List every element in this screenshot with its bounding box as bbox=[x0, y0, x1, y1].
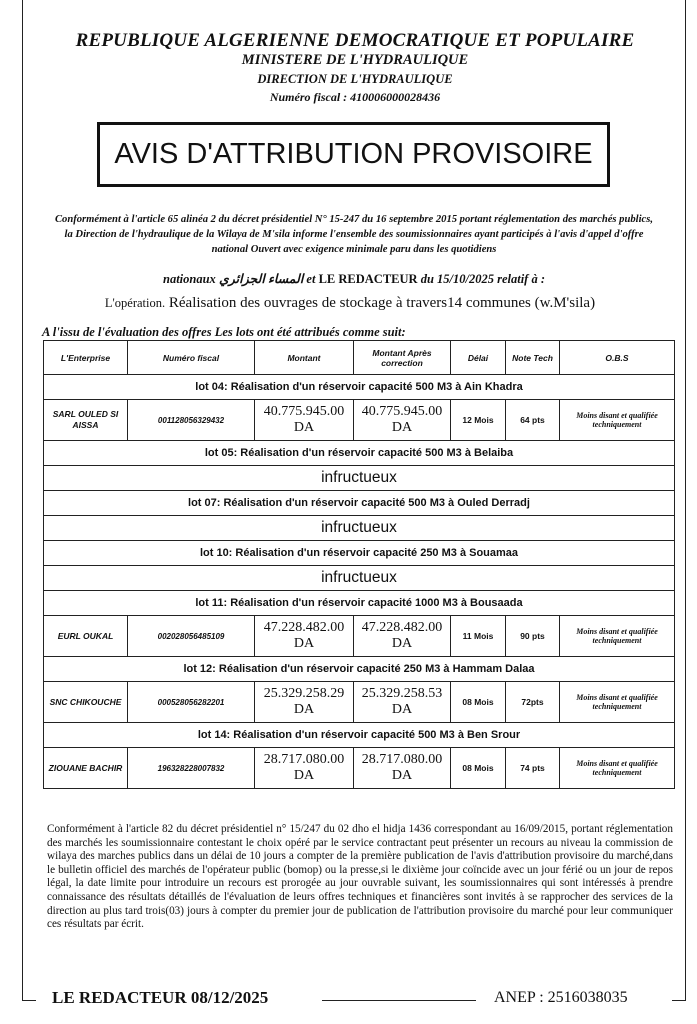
cell-note: 64 pts bbox=[506, 400, 560, 441]
frame-right-border bbox=[685, 0, 686, 1000]
lots-intro: A l'issu de l'évaluation des offres Les lots ont été attribués comme suit: bbox=[42, 325, 406, 339]
lot-title: lot 11: Réalisation d'un réservoir capacité 1000 M3 à Bousaada bbox=[44, 591, 675, 616]
status-row bbox=[44, 516, 675, 541]
cell-delai: 08 Mois bbox=[451, 682, 506, 723]
cell-fiscal: 002028056485109 bbox=[128, 616, 255, 657]
lot-title-row bbox=[44, 657, 675, 682]
header-fiscal: Numéro fiscal bbox=[128, 341, 255, 375]
cell-fiscal: 196328228007832 bbox=[128, 748, 255, 789]
montant-corrige-value: 40.775.945.00 bbox=[361, 404, 443, 419]
bottom-anep-number: ANEP : 2516038035 bbox=[494, 989, 628, 1006]
lot-title: lot 12: Réalisation d'un réservoir capacité 250 M3 à Hammam Dalaa bbox=[44, 657, 675, 682]
cell-montant bbox=[255, 682, 354, 723]
cell-montant-corrige bbox=[354, 682, 451, 723]
cell-montant-corrige bbox=[354, 748, 451, 789]
header-republic: REPUBLIQUE ALGERIENNE DEMOCRATIQUE ET POPULAIRE bbox=[75, 30, 635, 51]
table-row bbox=[44, 400, 675, 441]
table-row bbox=[44, 748, 675, 789]
intro-newspapers-line bbox=[52, 271, 656, 287]
status-row bbox=[44, 466, 675, 491]
frame-bottom-left-border bbox=[22, 1000, 36, 1001]
lot-title: lot 04: Réalisation d'un réservoir capacité 500 M3 à Ain Khadra bbox=[44, 375, 675, 400]
cell-obs: Moins disant et qualifiée techniquement bbox=[560, 400, 675, 441]
montant-corrige-value: 47.228.482.00 bbox=[361, 620, 443, 635]
cell-obs: Moins disant et qualifiée techniquement bbox=[560, 748, 675, 789]
legal-notice-paragraph: Conformément à l'article 82 du décret présidentiel n° 15/247 du 02 dho el hidja 1436 correspondant au 16/09/2015, portant réglementation des marchés les soumissionnaire contestant le choix opéré par le service contractant peut présenter un recours au niveau la commission de wilaya des marches publics dans un délai de 10 jours a compter de la première publication de l'avis d'attribution provisoire du marché,dans le bulletin officiel des marchés de l'opérateur public (bomop) ou la presse,si le dixième jour coïncide avec un jour férié ou un jour de repos légal, la date limite pour introduire un recours est prorogée au jour ouvrable suivant, les soumissionnaires qui sont intéressés à prendre connaissance des résultats détaillés de l'évaluation de leurs offres techniques et financières sont invités à se rapprocher des services de la direction au plus tard trois(03) jours à compter du premier jour de publication de l'attribution provisoire du marché pour leur communiquer ces résultats par écrit. bbox=[47, 823, 673, 931]
montant-unit: DA bbox=[293, 420, 315, 435]
table-header-row bbox=[44, 341, 675, 375]
montant-corrige-value: 28.717.080.00 bbox=[361, 752, 443, 767]
cell-enterprise: SARL OULED SI AISSA bbox=[44, 400, 128, 441]
header-enterprise: L'Enterprise bbox=[44, 341, 128, 375]
lot-title-row bbox=[44, 591, 675, 616]
montant-value: 47.228.482.00 bbox=[263, 620, 345, 635]
montant-corrige-value: 25.329.258.53 bbox=[361, 686, 443, 701]
montant-corrige-unit: DA bbox=[391, 768, 413, 783]
header-direction: DIRECTION DE L'HYDRAULIQUE bbox=[257, 72, 453, 86]
cell-enterprise: EURL OUKAL bbox=[44, 616, 128, 657]
operation-text: Réalisation des ouvrages de stockage à travers14 communes (w.M'sila) bbox=[168, 295, 596, 311]
document-title: AVIS D'ATTRIBUTION PROVISOIRE bbox=[97, 122, 610, 187]
intro-arabic-newspaper: المساء الجزائري bbox=[218, 272, 304, 286]
lot-title-row bbox=[44, 441, 675, 466]
status-infructueux: infructueux bbox=[44, 466, 675, 491]
bottom-redacteur-date: LE REDACTEUR 08/12/2025 bbox=[52, 988, 269, 1007]
header-note-tech: Note Tech bbox=[506, 341, 560, 375]
montant-value: 28.717.080.00 bbox=[263, 752, 345, 767]
table-row bbox=[44, 616, 675, 657]
cell-obs: Moins disant et qualifiée techniquement bbox=[560, 682, 675, 723]
montant-unit: DA bbox=[293, 636, 315, 651]
intro-redacteur-name: LE REDACTEUR bbox=[318, 272, 418, 286]
cell-fiscal: 000528056282201 bbox=[128, 682, 255, 723]
cell-obs: Moins disant et qualifiée techniquement bbox=[560, 616, 675, 657]
cell-note: 90 pts bbox=[506, 616, 560, 657]
cell-delai: 12 Mois bbox=[451, 400, 506, 441]
status-infructueux: infructueux bbox=[44, 516, 675, 541]
bottom-divider-line bbox=[322, 1000, 476, 1001]
montant-unit: DA bbox=[293, 768, 315, 783]
frame-left-border bbox=[22, 0, 23, 1000]
status-infructueux: infructueux bbox=[44, 566, 675, 591]
cell-montant bbox=[255, 748, 354, 789]
header-montant-corrige: Montant Après correction bbox=[354, 341, 451, 375]
cell-fiscal: 001128056329432 bbox=[128, 400, 255, 441]
operation-line bbox=[40, 295, 660, 312]
cell-delai: 08 Mois bbox=[451, 748, 506, 789]
montant-value: 25.329.258.29 bbox=[263, 686, 345, 701]
cell-montant bbox=[255, 400, 354, 441]
header-delai: Délai bbox=[451, 341, 506, 375]
lot-title: lot 07: Réalisation d'un réservoir capacité 500 M3 à Ouled Derradj bbox=[44, 491, 675, 516]
intro-paragraph: Conformément à l'article 65 alinéa 2 du décret présidentiel N° 15-247 du 16 septembre 2015 portant réglementation des marchés publics, la Direction de l'hydraulique de la Wilaya de M'sila informe l'ensemble des soumissionnaires ayant participés à l'avis d'appel d'offre national Ouvert avec exigence minimale paru dans les quotidiens bbox=[54, 214, 654, 255]
cell-montant-corrige bbox=[354, 400, 451, 441]
lot-title: lot 05: Réalisation d'un réservoir capacité 500 M3 à Belaiba bbox=[44, 441, 675, 466]
frame-bottom-right-border bbox=[672, 1000, 686, 1001]
montant-value: 40.775.945.00 bbox=[263, 404, 345, 419]
montant-corrige-unit: DA bbox=[391, 702, 413, 717]
cell-note: 74 pts bbox=[506, 748, 560, 789]
cell-montant-corrige bbox=[354, 616, 451, 657]
lot-title-row bbox=[44, 541, 675, 566]
lot-title: lot 10: Réalisation d'un réservoir capacité 250 M3 à Souamaa bbox=[44, 541, 675, 566]
status-row bbox=[44, 566, 675, 591]
header-montant: Montant bbox=[255, 341, 354, 375]
operation-label: L'opération. bbox=[104, 296, 166, 310]
cell-delai: 11 Mois bbox=[451, 616, 506, 657]
cell-montant bbox=[255, 616, 354, 657]
cell-enterprise: ZIOUANE BACHIR bbox=[44, 748, 128, 789]
montant-corrige-unit: DA bbox=[391, 636, 413, 651]
cell-note: 72pts bbox=[506, 682, 560, 723]
montant-corrige-unit: DA bbox=[391, 420, 413, 435]
montant-unit: DA bbox=[293, 702, 315, 717]
header-obs: O.B.S bbox=[560, 341, 675, 375]
cell-enterprise: SNC CHIKOUCHE bbox=[44, 682, 128, 723]
lots-table bbox=[43, 340, 675, 789]
intro-date-suffix: du 15/10/2025 relatif à : bbox=[420, 272, 545, 286]
lot-title: lot 14: Réalisation d'un réservoir capacité 500 M3 à Ben Srour bbox=[44, 723, 675, 748]
lot-title-row bbox=[44, 375, 675, 400]
lot-title-row bbox=[44, 491, 675, 516]
intro-nationaux: nationaux bbox=[163, 272, 216, 286]
intro-and: et bbox=[306, 272, 316, 286]
lot-title-row bbox=[44, 723, 675, 748]
table-row bbox=[44, 682, 675, 723]
header-ministry: MINISTERE DE L'HYDRAULIQUE bbox=[241, 52, 469, 68]
header-fiscal-number: Numéro fiscal : 410006000028436 bbox=[269, 90, 441, 104]
